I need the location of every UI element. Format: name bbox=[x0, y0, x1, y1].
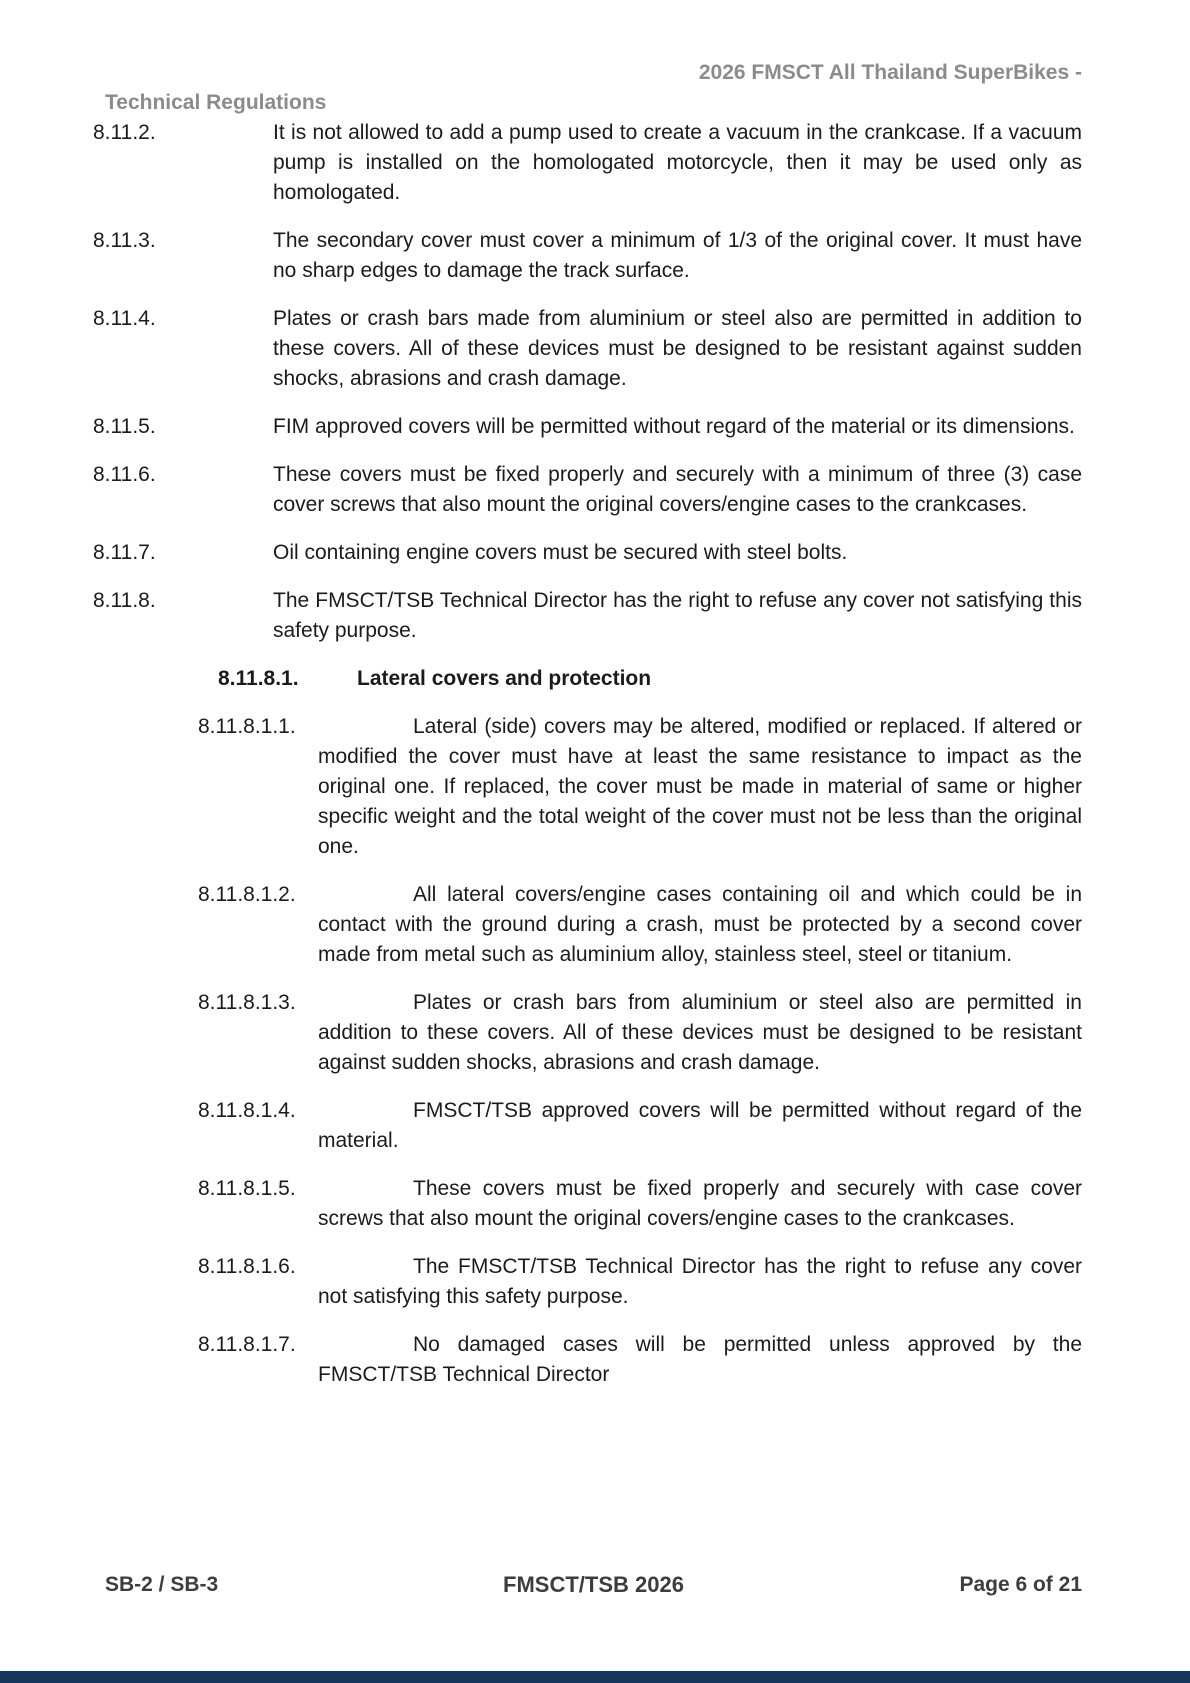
section-number: 8.11.4. bbox=[93, 307, 156, 330]
section-heading-text: Lateral covers and protection bbox=[357, 667, 652, 690]
header-title-line2: Technical Regulations bbox=[105, 91, 327, 114]
page-footer bbox=[105, 1570, 1082, 1600]
regulation-subitem bbox=[198, 1330, 1082, 1390]
section-number: 8.11.8. bbox=[93, 589, 156, 612]
section-text: The FMSCT/TSB Technical Director has the right to refuse any cover not satisfying this safety purpose. bbox=[318, 1255, 1082, 1308]
section-text: The FMSCT/TSB Technical Director has the right to refuse any cover not satisfying this safety purpose. bbox=[273, 589, 1082, 642]
footer-page-number: Page 6 of 21 bbox=[959, 1573, 1082, 1596]
section-text: Lateral (side) covers may be altered, modified or replaced. If altered or modified the cover must have at least the same resistance to impact as the original one. If replaced, the cover must be made in material of same or higher specific weight and the total weight of the cover must not be less than the original one. bbox=[318, 715, 1082, 858]
footer-doc-title: FMSCT/TSB 2026 bbox=[503, 1572, 684, 1597]
section-text: The secondary cover must cover a minimum of 1/3 of the original cover. It must have no sharp edges to damage the track surface. bbox=[273, 229, 1082, 282]
section-text: These covers must be fixed properly and securely with a minimum of three (3) case cover screws that also mount the original covers/engine cases to the crankcases. bbox=[273, 463, 1082, 516]
section-heading bbox=[218, 664, 1082, 694]
section-number: 8.11.8.1.1. bbox=[198, 715, 296, 738]
page-bottom-bar bbox=[0, 1671, 1190, 1683]
section-number: 8.11.8.1.3. bbox=[198, 991, 296, 1014]
regulation-paragraph bbox=[93, 304, 1082, 394]
regulation-item bbox=[93, 538, 1082, 568]
regulation-item bbox=[93, 460, 1082, 520]
regulation-subitem bbox=[198, 1174, 1082, 1234]
section-number: 8.11.8.1. bbox=[218, 667, 299, 690]
regulation-paragraph bbox=[198, 880, 1082, 970]
regulation-item bbox=[93, 226, 1082, 286]
section-number: 8.11.8.1.5. bbox=[198, 1177, 296, 1200]
section-text: Plates or crash bars made from aluminium or steel also are permitted in addition to these covers. All of these devices must be designed to be resistant against sudden shocks, abrasions and crash damage. bbox=[273, 307, 1082, 390]
regulation-subitem bbox=[198, 988, 1082, 1078]
regulation-subitem bbox=[198, 880, 1082, 970]
regulation-paragraph bbox=[93, 226, 1082, 286]
regulation-subitem bbox=[198, 1096, 1082, 1156]
regulation-item bbox=[93, 412, 1082, 442]
regulation-paragraph bbox=[93, 412, 1082, 442]
section-text: These covers must be fixed properly and securely with case cover screws that also mount the original covers/engine cases to the crankcases. bbox=[318, 1177, 1082, 1230]
section-number: 8.11.6. bbox=[93, 463, 156, 486]
section-number: 8.11.2. bbox=[93, 121, 156, 144]
section-text: All lateral covers/engine cases containing oil and which could be in contact with the ground during a crash, must be protected by a second cover made from metal such as aluminium alloy, stainless steel, steel or titanium. bbox=[318, 883, 1082, 966]
section-number: 8.11.8.1.7. bbox=[198, 1333, 296, 1356]
regulation-paragraph bbox=[198, 1096, 1082, 1156]
regulation-paragraph bbox=[198, 1174, 1082, 1234]
regulation-subitem bbox=[198, 1252, 1082, 1312]
section-number: 8.11.7. bbox=[93, 541, 156, 564]
regulation-item bbox=[93, 118, 1082, 208]
regulation-paragraph bbox=[93, 460, 1082, 520]
regulation-paragraph bbox=[93, 538, 1082, 568]
section-text: No damaged cases will be permitted unless approved by the FMSCT/TSB Technical Director bbox=[318, 1333, 1082, 1386]
section-number: 8.11.3. bbox=[93, 229, 156, 252]
footer-doc-code: SB-2 / SB-3 bbox=[105, 1573, 219, 1596]
regulation-item bbox=[93, 586, 1082, 646]
section-text: FIM approved covers will be permitted without regard of the material or its dimensions. bbox=[273, 415, 1075, 438]
regulation-item bbox=[93, 304, 1082, 394]
regulation-paragraph bbox=[198, 712, 1082, 862]
section-number: 8.11.5. bbox=[93, 415, 156, 438]
section-text: FMSCT/TSB approved covers will be permitted without regard of the material. bbox=[318, 1099, 1082, 1152]
regulation-paragraph bbox=[198, 1330, 1082, 1390]
section-text: Oil containing engine covers must be secured with steel bolts. bbox=[273, 541, 848, 564]
regulation-subitem bbox=[198, 712, 1082, 862]
section-number: 8.11.8.1.4. bbox=[198, 1099, 296, 1122]
header-title-line1: 2026 FMSCT All Thailand SuperBikes - bbox=[698, 61, 1082, 84]
section-number: 8.11.8.1.2. bbox=[198, 883, 296, 906]
regulation-paragraph bbox=[198, 988, 1082, 1078]
section-number: 8.11.8.1.6. bbox=[198, 1255, 296, 1278]
page-body bbox=[0, 118, 1190, 1390]
section-text: It is not allowed to add a pump used to create a vacuum in the crankcase. If a vacuum pump is installed on the homologated motorcycle, then it may be used only as homologated. bbox=[273, 121, 1082, 204]
regulation-paragraph bbox=[93, 118, 1082, 208]
section-heading-paragraph bbox=[218, 664, 1082, 694]
regulation-paragraph bbox=[198, 1252, 1082, 1312]
regulation-paragraph bbox=[93, 586, 1082, 646]
section-text: Plates or crash bars from aluminium or steel also are permitted in addition to these covers. All of these devices must be designed to be resistant against sudden shocks, abrasions and crash damage. bbox=[318, 991, 1082, 1074]
